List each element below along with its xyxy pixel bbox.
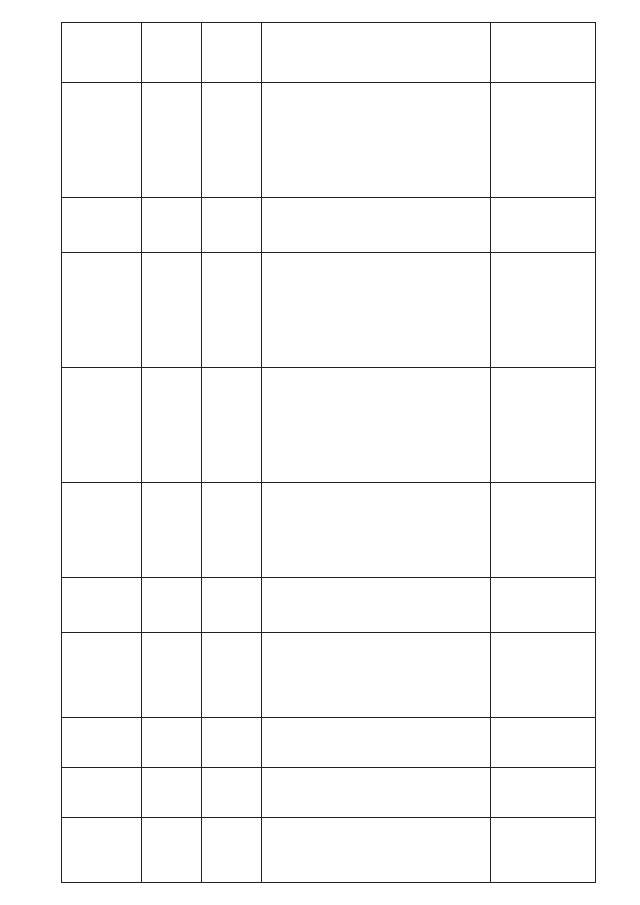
header-cell [491,578,596,633]
table-cell [202,718,262,768]
table-cell [62,718,142,768]
table-cell [62,633,142,718]
rotated-content [56,22,596,882]
table-cell [142,198,202,253]
table-cell [262,633,491,718]
header-cell [491,198,596,253]
table-cell [262,578,491,633]
table-cell [202,633,262,718]
table-cell [202,198,262,253]
table-cell [262,718,491,768]
table-cell [202,368,262,483]
header-cell [491,633,596,718]
header-cell [491,483,596,578]
table-cell [142,718,202,768]
table-row [202,23,262,883]
header-cell [491,83,596,198]
table-cell [62,768,142,818]
table-cell [262,198,491,253]
table-cell [262,23,491,83]
table-cell [142,483,202,578]
table-row [142,23,202,883]
table-cell [202,818,262,883]
table-cell [62,368,142,483]
table-cell [142,578,202,633]
header-cell [491,768,596,818]
table-cell [142,368,202,483]
table-cell [262,368,491,483]
table-cell [262,253,491,368]
table-cell [202,483,262,578]
table-cell [142,818,202,883]
header-cell [491,368,596,483]
table-cell [62,818,142,883]
table-cell [62,253,142,368]
header-cell [491,718,596,768]
table-row [62,23,142,883]
table-cell [202,23,262,83]
table-header-row [491,23,596,883]
table-cell [62,23,142,83]
table-cell [202,768,262,818]
table-cell [202,578,262,633]
header-cell [491,253,596,368]
table-cell [142,768,202,818]
table-cell [62,483,142,578]
table-row [262,23,491,883]
table-cell [142,253,202,368]
table-cell [202,253,262,368]
table-cell [262,483,491,578]
table-cell [262,768,491,818]
header-cell [491,818,596,883]
table-cell [142,23,202,83]
table-cell [202,83,262,198]
table-cell [62,578,142,633]
table-cell [262,818,491,883]
header-cell [491,23,596,83]
land-plots-table [61,22,596,883]
table-cell [142,633,202,718]
table-cell [142,83,202,198]
table-cell [62,83,142,198]
table-cell [62,198,142,253]
table-cell [262,83,491,198]
